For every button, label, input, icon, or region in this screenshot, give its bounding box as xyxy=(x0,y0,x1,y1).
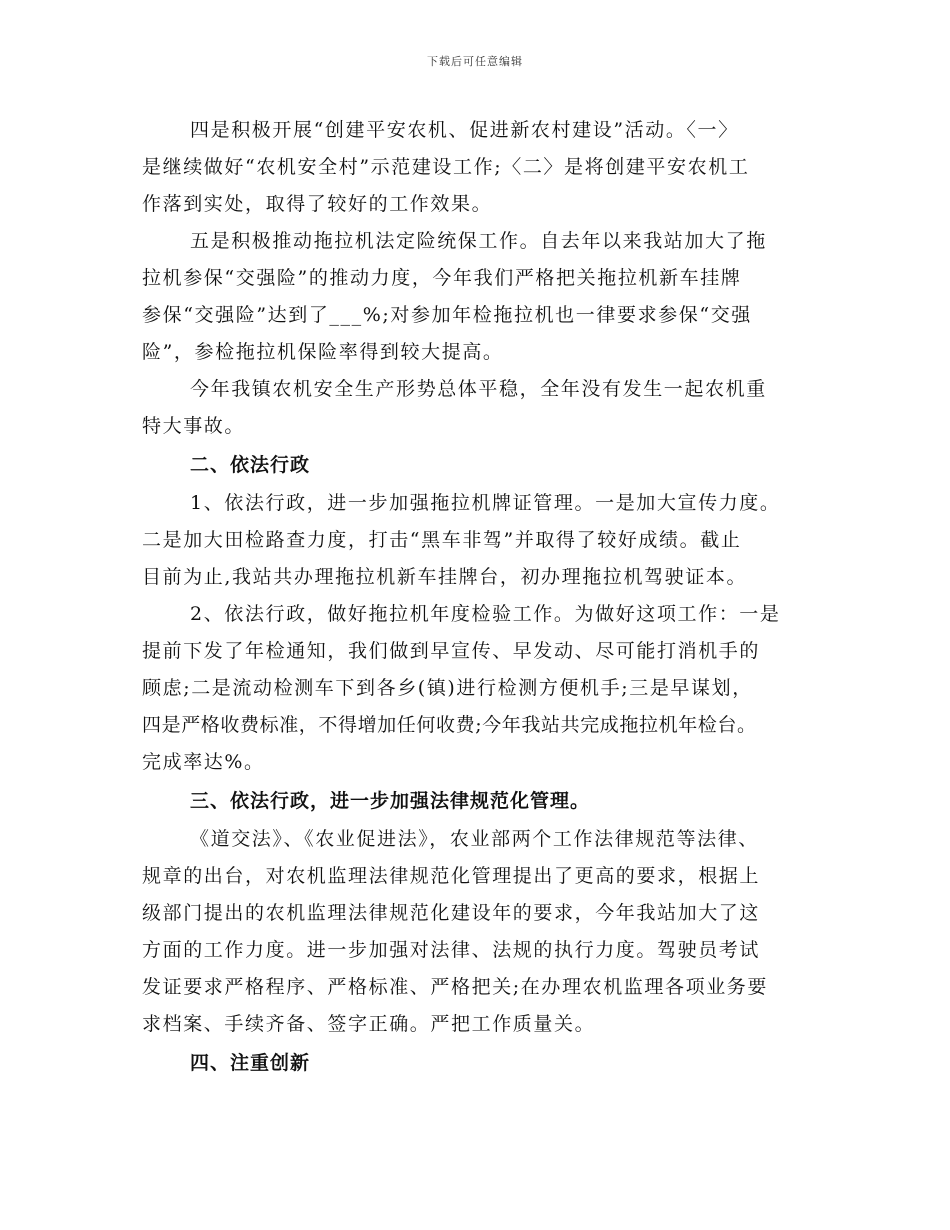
text-line: 二是加大田检路查力度，打击“黑车非驾”并取得了较好成绩。截止 xyxy=(142,529,742,551)
text-line: 发证要求严格程序、严格标准、严格把关;在办理农机监理各项业务要 xyxy=(142,976,769,998)
text-line: 是继续做好“农机安全村”示范建设工作;〈二〉是将创建平安农机工 xyxy=(142,156,750,178)
text-line: 完成率达%。 xyxy=(142,751,265,773)
text-line: 目前为止,我站共办理拖拉机新车挂牌台，初办理拖拉机驾驶证本。 xyxy=(142,566,748,588)
page-header: 下载后可任意编辑 xyxy=(427,55,523,68)
text-line: 级部门提出的农机监理法律规范化建设年的要求，今年我站加大了这 xyxy=(142,902,761,924)
text-line: 顾虑;二是流动检测车下到各乡(镇)进行检测方便机手;三是早谋划， xyxy=(142,677,753,699)
text-line: 特大事故。 xyxy=(142,415,246,437)
section-heading: 二、依法行政 xyxy=(190,454,311,476)
document-body xyxy=(142,112,822,1083)
text-line: 规章的出台，对农机监理法律规范化管理提出了更高的要求，根据上 xyxy=(142,865,761,887)
text-line: 作落到实处，取得了较好的工作效果。 xyxy=(142,193,493,215)
text-line: 2、依法行政，做好拖拉机年度检验工作。为做好这项工作：一是 xyxy=(190,603,781,625)
text-line: 方面的工作力度。进一步加强对法律、法规的执行力度。驾驶员考试 xyxy=(142,939,761,961)
text-line: 五是积极推动拖拉机法定险统保工作。自去年以来我站加大了拖 xyxy=(190,230,767,252)
section-heading: 四、注重创新 xyxy=(190,1052,311,1074)
text-line: 求档案、手续齐备、签字正确。严把工作质量关。 xyxy=(142,1013,596,1035)
text-line: 今年我镇农机安全生产形势总体平稳，全年没有发生一起农机重 xyxy=(190,378,767,400)
text-line: 拉机参保“交强险”的推动力度，今年我们严格把关拖拉机新车挂牌 xyxy=(142,267,742,289)
text-line: 四是严格收费标准，不得增加任何收费;今年我站共完成拖拉机年检台。 xyxy=(142,714,757,736)
text-line: 《道交法》、《农业促进法》，农业部两个工作法律规范等法律、 xyxy=(190,828,759,850)
text-line: 险”，参检拖拉机保险率得到较大提高。 xyxy=(142,341,504,363)
text-line: 1、依法行政，进一步加强拖拉机牌证管理。一是加大宣传力度。 xyxy=(190,492,781,514)
text-line: 参保“交强险”达到了___%;对参加年检拖拉机也一律要求参保“交强 xyxy=(142,304,752,326)
text-line: 四是积极开展“创建平安农机、促进新农村建设”活动。〈一〉 xyxy=(190,119,739,141)
text-line: 提前下发了年检通知，我们做到早宣传、早发动、尽可能打消机手的 xyxy=(142,640,761,662)
section-heading: 三、依法行政，进一步加强法律规范化管理。 xyxy=(190,790,591,812)
